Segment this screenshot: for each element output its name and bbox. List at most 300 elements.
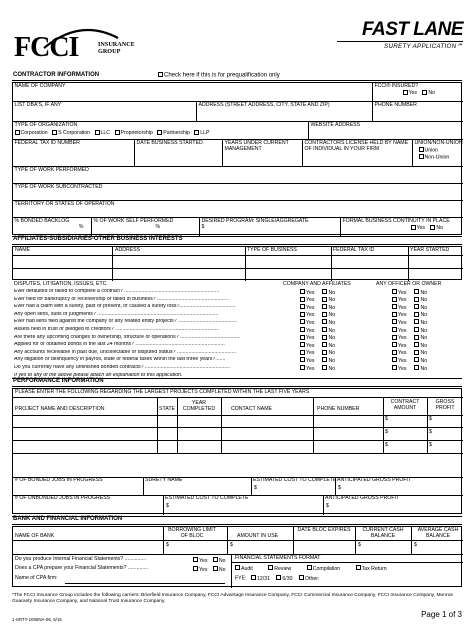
- dispute-no-checkbox[interactable]: [322, 350, 327, 355]
- bonded-backlog-field[interactable]: [13, 218, 92, 236]
- website-label: WEBSITE ADDRESS: [310, 122, 361, 128]
- dispute-no-checkbox[interactable]: [322, 327, 327, 332]
- fye-option-other[interactable]: [299, 576, 319, 582]
- dispute-yes-checkbox[interactable]: [300, 335, 305, 340]
- dispute-yes-label: Yes: [398, 327, 407, 334]
- logo-sub-line2: GROUP: [98, 47, 121, 55]
- page-number: Page 1 of 3: [421, 610, 462, 619]
- prequal-checkbox[interactable]: [158, 72, 163, 77]
- dispute-officer-no[interactable]: [414, 358, 427, 364]
- dispute-company-yes[interactable]: [300, 297, 314, 303]
- org-checkbox[interactable]: [157, 130, 162, 135]
- phone-label: PHONE NUMBER: [374, 102, 417, 108]
- surety-name-label: SURETY NAME: [145, 477, 183, 483]
- internal-fs-no[interactable]: [213, 558, 226, 564]
- dispute-no-checkbox[interactable]: [322, 304, 327, 309]
- fs-option-label: Tax Return: [361, 565, 387, 572]
- org-option-partnership[interactable]: [157, 130, 190, 136]
- dispute-yes-label: Yes: [398, 297, 407, 304]
- dispute-yes-label: Yes: [398, 319, 407, 326]
- dispute-yes-label: Yes: [306, 312, 315, 319]
- fcci-no-checkbox[interactable]: [422, 90, 427, 95]
- bank-current-label: CURRENT CASH BALANCE: [362, 527, 404, 539]
- dispute-no-label: No: [420, 327, 428, 334]
- cpa-fs-yes[interactable]: [193, 567, 207, 573]
- dispute-no-label: No: [328, 350, 336, 357]
- dispute-company-yes[interactable]: [300, 290, 314, 296]
- bonded-backlog-pct: %: [78, 223, 84, 230]
- unbonded-est-cost-label: ESTIMATED COST TO COMPLETE: [165, 495, 249, 501]
- dispute-yes-label: Yes: [306, 342, 315, 349]
- dispute-no-checkbox[interactable]: [414, 312, 419, 317]
- internal-fs-no-label: No: [218, 557, 226, 564]
- dispute-question: Do you currently have any unfinished bonded contracts? ...........................................................: [14, 365, 230, 370]
- dispute-company-yes[interactable]: [300, 358, 314, 364]
- fcci-yes-label: Yes: [408, 90, 417, 97]
- dispute-question: Applied for or obtained bonds in the last 24 months? ..............................................................: [14, 342, 225, 348]
- prequal-option[interactable]: [158, 72, 280, 79]
- dispute-no-checkbox[interactable]: [414, 304, 419, 309]
- dispute-officer-yes[interactable]: [392, 320, 406, 326]
- fye-option-630[interactable]: [276, 576, 292, 582]
- dispute-company-yes[interactable]: [300, 320, 314, 326]
- dispute-question: Ever defaulted or failed to complete a contract? ..................................................................: [14, 289, 220, 294]
- dispute-officer-yes[interactable]: [392, 328, 406, 334]
- non-union-checkbox[interactable]: [419, 154, 424, 159]
- org-option-llp[interactable]: [194, 130, 209, 136]
- dispute-company-options: [300, 342, 335, 349]
- dispute-yes-label: Yes: [398, 289, 407, 296]
- bonded-profit-dollar: $: [338, 485, 341, 491]
- dispute-company-options: [300, 312, 335, 319]
- bonded-backlog-label: % BONDED BACKLOG: [14, 218, 70, 224]
- non-union-option[interactable]: [419, 154, 462, 161]
- union-checkbox[interactable]: [419, 147, 424, 152]
- work-performed-field[interactable]: [13, 167, 463, 184]
- bank-expires-label: DATE BLOC EXPIRES: [297, 527, 351, 533]
- contractor-grid: [12, 82, 462, 235]
- dispute-officer-options: [392, 335, 427, 342]
- dispute-yes-checkbox[interactable]: [300, 350, 305, 355]
- work-subcontracted-field[interactable]: [13, 184, 463, 201]
- phone-field[interactable]: [373, 102, 463, 122]
- dispute-company-options: [300, 365, 335, 372]
- affiliates-section-title: AFFILIATES-SUBSIDIARIES-OTHER BUSINESS INTERESTS: [13, 236, 183, 243]
- dispute-no-checkbox[interactable]: [414, 342, 419, 347]
- dispute-company-no[interactable]: [322, 343, 335, 349]
- perf-dollar: $: [429, 442, 432, 448]
- fs-option-label: Review: [274, 565, 292, 572]
- internal-fs-yes-checkbox[interactable]: [193, 557, 198, 562]
- dispute-officer-options: [392, 357, 427, 364]
- dispute-company-yes[interactable]: [300, 335, 314, 341]
- dispute-question: Are there any upcoming changes to ownership, structure or operations? ..........................................: [14, 334, 241, 340]
- cpa-fs-question: Does a CPA prepare your Financial Statements? ..............: [15, 565, 149, 571]
- org-option-proprietorship[interactable]: [115, 130, 153, 136]
- dispute-yes-checkbox[interactable]: [300, 342, 305, 347]
- dispute-no-checkbox[interactable]: [414, 327, 419, 332]
- dispute-officer-no[interactable]: [414, 366, 427, 372]
- perf-col-phone: PHONE NUMBER: [317, 406, 360, 412]
- affiliates-col-name: NAME: [15, 247, 30, 253]
- dispute-yes-checkbox[interactable]: [392, 342, 397, 347]
- dispute-officer-yes[interactable]: [392, 297, 406, 303]
- continuity-label: FORMAL BUSINESS CONTINUITY IN PLACE: [342, 218, 450, 224]
- tax-id-label: FEDERAL TAX ID NUMBER: [14, 140, 80, 146]
- dispute-question: Ever filed for bankruptcy or receivership or failed in business? ..................................................: [14, 296, 230, 302]
- dispute-no-checkbox[interactable]: [322, 297, 327, 302]
- dispute-officer-no[interactable]: [414, 350, 427, 356]
- brand-title: FAST LANE: [361, 19, 463, 40]
- dispute-no-label: No: [420, 289, 428, 296]
- dispute-no-label: No: [420, 365, 428, 372]
- org-option-corporation[interactable]: [15, 130, 48, 136]
- affiliates-table: [12, 246, 462, 280]
- affiliates-col-address: ADDRESS: [115, 247, 141, 253]
- logo-sub-line1: INSURANCE: [98, 41, 135, 48]
- dispute-no-label: No: [420, 319, 428, 326]
- address-label: ADDRESS (STREET ADDRESS, CITY, STATE AND ZIP): [198, 102, 330, 108]
- dispute-company-no[interactable]: [322, 320, 335, 326]
- continuity-no-label: No: [436, 225, 444, 232]
- dispute-officer-yes[interactable]: [392, 350, 406, 356]
- dispute-yes-checkbox[interactable]: [300, 304, 305, 309]
- dispute-officer-no[interactable]: [414, 297, 427, 303]
- dispute-yes-checkbox[interactable]: [392, 357, 397, 362]
- fs-option-checkbox[interactable]: [307, 565, 312, 570]
- org-option-label: LLP: [200, 130, 210, 137]
- logo-subtitle: [98, 42, 135, 55]
- org-option-label: S Corporation: [58, 130, 91, 137]
- desired-program-dollar: $: [201, 223, 205, 230]
- dispute-officer-yes[interactable]: [392, 366, 406, 372]
- dispute-question: Ever had liens filed against the company or any related entity projects? .........................................: [14, 319, 238, 325]
- org-checkbox[interactable]: [115, 130, 120, 135]
- dispute-officer-no[interactable]: [414, 343, 427, 349]
- fcci-logo: [14, 22, 164, 62]
- dispute-company-no[interactable]: [322, 312, 335, 318]
- dispute-no-label: No: [420, 335, 428, 342]
- dispute-yes-checkbox[interactable]: [392, 312, 397, 317]
- dispute-no-checkbox[interactable]: [414, 350, 419, 355]
- dispute-yes-label: Yes: [306, 357, 315, 364]
- org-option-llc[interactable]: [95, 130, 111, 136]
- dispute-yes-label: Yes: [306, 319, 315, 326]
- dispute-yes-checkbox[interactable]: [300, 365, 305, 370]
- brand-subtitle: SURETY APPLICATION℠: [337, 41, 463, 50]
- unbonded-jobs-label: # OF UNBONDED JOBS IN PROGRESS: [15, 495, 111, 501]
- dispute-yes-checkbox[interactable]: [300, 357, 305, 362]
- continuity-no-checkbox[interactable]: [430, 225, 435, 230]
- dispute-company-options: [300, 357, 335, 364]
- fcci-no-option[interactable]: [422, 90, 435, 96]
- dispute-company-options: [300, 289, 335, 296]
- internal-fs-yes-label: Yes: [199, 557, 208, 564]
- dispute-no-label: No: [328, 335, 336, 342]
- affiliates-col-taxid: FEDERAL TAX ID: [333, 247, 375, 253]
- years-mgmt-label: YEARS UNDER CURRENT MANAGEMENT: [224, 140, 289, 152]
- dispute-no-checkbox[interactable]: [414, 335, 419, 340]
- continuity-yes-checkbox[interactable]: [411, 225, 416, 230]
- perf-col-contact: CONTACT NAME: [231, 406, 273, 412]
- brand-block: [337, 20, 463, 50]
- dispute-company-options: [300, 327, 335, 334]
- dispute-officer-options: [392, 350, 427, 357]
- affiliates-col-year: YEAR STARTED: [410, 247, 450, 253]
- perf-col-state: STATE: [159, 406, 175, 412]
- dispute-yes-checkbox[interactable]: [300, 327, 305, 332]
- dispute-no-label: No: [328, 304, 336, 311]
- dispute-company-no[interactable]: [322, 328, 335, 334]
- dispute-company-yes[interactable]: [300, 366, 314, 372]
- dispute-yes-checkbox[interactable]: [300, 297, 305, 302]
- dispute-officer-options: [392, 342, 427, 349]
- territory-field[interactable]: [13, 201, 463, 218]
- fs-format-options: [235, 565, 387, 572]
- fs-option-checkbox[interactable]: [356, 565, 361, 570]
- performance-table: [12, 388, 462, 514]
- fcci-yes-checkbox[interactable]: [403, 90, 408, 95]
- bank-dollar: $: [230, 542, 233, 548]
- dispute-no-label: No: [420, 297, 428, 304]
- dispute-no-label: No: [328, 312, 336, 319]
- dispute-no-checkbox[interactable]: [322, 365, 327, 370]
- dispute-officer-options: [392, 297, 427, 304]
- perf-col-profit: GROSS PROFIT: [435, 399, 455, 411]
- cpa-fs-no-checkbox[interactable]: [213, 566, 218, 571]
- dispute-question: Any open liens, suits or judgments? ....................................................................................: [14, 311, 219, 317]
- dispute-yes-checkbox[interactable]: [392, 289, 397, 294]
- dispute-no-label: No: [420, 357, 428, 364]
- dispute-company-yes[interactable]: [300, 328, 314, 334]
- perf-dollar: $: [385, 416, 388, 422]
- fcci-no-label: No: [428, 90, 436, 97]
- section-bank: [12, 516, 462, 525]
- website-field[interactable]: [309, 122, 463, 140]
- dispute-no-checkbox[interactable]: [322, 319, 327, 324]
- dispute-yes-checkbox[interactable]: [392, 335, 397, 340]
- union-option[interactable]: [419, 147, 462, 154]
- company-name-field[interactable]: [13, 83, 373, 102]
- cpa-fs-yes-checkbox[interactable]: [193, 566, 198, 571]
- org-checkbox[interactable]: [194, 130, 199, 135]
- org-checkbox[interactable]: [95, 130, 100, 135]
- perf-dollar: $: [385, 429, 388, 435]
- dispute-officer-no[interactable]: [414, 312, 427, 318]
- dispute-officer-yes[interactable]: [392, 312, 406, 318]
- fs-option-review[interactable]: [268, 566, 291, 572]
- dispute-yes-checkbox[interactable]: [392, 365, 397, 370]
- dispute-company-yes[interactable]: [300, 312, 314, 318]
- dispute-company-yes[interactable]: [300, 305, 314, 311]
- fs-option-label: Compilation: [312, 565, 341, 572]
- unbonded-profit-dollar: $: [326, 503, 329, 509]
- fs-option-label: Audit: [241, 565, 253, 572]
- cpa-fs-options: [193, 566, 226, 573]
- dispute-officer-options: [392, 365, 427, 372]
- dispute-no-label: No: [420, 350, 428, 357]
- dispute-company-no[interactable]: [322, 297, 335, 303]
- dispute-company-yes[interactable]: [300, 343, 314, 349]
- dispute-officer-yes[interactable]: [392, 290, 406, 296]
- dispute-yes-label: Yes: [398, 342, 407, 349]
- dispute-officer-options: [392, 304, 427, 311]
- dispute-yes-label: Yes: [306, 350, 315, 357]
- dispute-yes-label: Yes: [398, 304, 407, 311]
- dispute-question: Any litigation or delinquency in payroll, state or federal taxes within the last three years?.......: [14, 357, 226, 363]
- license-field[interactable]: [303, 140, 413, 167]
- cpa-firm-label: Name of CPA firm:: [15, 575, 58, 581]
- dispute-no-checkbox[interactable]: [414, 289, 419, 294]
- dispute-no-checkbox[interactable]: [414, 357, 419, 362]
- dispute-no-checkbox[interactable]: [322, 335, 327, 340]
- fye-option-1231[interactable]: [251, 576, 270, 582]
- section-contractor: [12, 72, 462, 81]
- dispute-company-options: [300, 350, 335, 357]
- org-checkbox[interactable]: [15, 130, 20, 135]
- dispute-no-label: No: [328, 365, 336, 372]
- dispute-no-checkbox[interactable]: [414, 297, 419, 302]
- date-started-field[interactable]: [135, 140, 223, 167]
- union-label: UNION/NON-UNION: [414, 140, 463, 146]
- continuity-yes-option[interactable]: [411, 225, 425, 231]
- fcci-yes-option[interactable]: [403, 90, 417, 96]
- dispute-officer-no[interactable]: [414, 305, 427, 311]
- fye-options: [235, 575, 319, 582]
- perf-col-amount: CONTRACT AMOUNT: [390, 399, 420, 411]
- fye-label: FYE:: [235, 575, 247, 582]
- fs-option-checkbox[interactable]: [268, 565, 273, 570]
- dispute-officer-yes[interactable]: [392, 305, 406, 311]
- bonded-est-dollar: $: [254, 485, 257, 491]
- org-option-label: Partnership: [163, 130, 190, 137]
- fs-option-tax-return[interactable]: [356, 566, 387, 572]
- fye-checkbox[interactable]: [276, 575, 281, 580]
- self-performed-field[interactable]: [92, 218, 200, 236]
- dispute-company-options: [300, 297, 335, 304]
- dispute-yes-checkbox[interactable]: [392, 350, 397, 355]
- cpa-firm-input[interactable]: [65, 583, 225, 584]
- desired-program-label: DESIRED PROGRAM: SINGLE/AGGREGATE: [201, 218, 309, 224]
- dba-field[interactable]: [13, 102, 197, 122]
- internal-fs-yes[interactable]: [193, 558, 207, 564]
- bank-dollar: $: [414, 542, 417, 548]
- contractor-section-title: CONTRACTOR INFORMATION: [13, 72, 100, 79]
- non-union-option-label: Non-Union: [424, 154, 450, 161]
- cpa-fs-no[interactable]: [213, 567, 226, 573]
- internal-fs-no-checkbox[interactable]: [213, 557, 218, 562]
- continuity-no-option[interactable]: [430, 225, 443, 231]
- dispute-yes-checkbox[interactable]: [392, 304, 397, 309]
- continuity-yes-label: Yes: [416, 225, 425, 232]
- cpa-fs-yes-label: Yes: [199, 566, 208, 573]
- dispute-officer-no[interactable]: [414, 328, 427, 334]
- company-name-label: NAME OF COMPANY: [14, 83, 66, 89]
- disputes-col-company: COMPANY AND AFFILIATES: [283, 281, 351, 287]
- dispute-no-label: No: [420, 312, 428, 319]
- tax-id-field[interactable]: [13, 140, 135, 167]
- fye-checkbox[interactable]: [299, 575, 304, 580]
- continuity-field: [341, 218, 463, 236]
- dispute-officer-yes[interactable]: [392, 335, 406, 341]
- dispute-yes-checkbox[interactable]: [300, 312, 305, 317]
- dispute-company-no[interactable]: [322, 358, 335, 364]
- dispute-yes-checkbox[interactable]: [300, 319, 305, 324]
- dispute-yes-label: Yes: [398, 312, 407, 319]
- org-type-field: [13, 122, 309, 140]
- dispute-no-label: No: [328, 342, 336, 349]
- bank-dollar: $: [166, 542, 169, 548]
- dispute-yes-checkbox[interactable]: [392, 327, 397, 332]
- org-checkbox[interactable]: [52, 130, 57, 135]
- dispute-question: Ever had a claim with a surety, past or present, or caused a surety loss?.......................................: [14, 304, 236, 310]
- dispute-officer-no[interactable]: [414, 320, 427, 326]
- years-mgmt-field[interactable]: [223, 140, 303, 167]
- performance-instruction: PLEASE ENTER THE FOLLOWING REGARDING THE LARGEST PROJECTS COMPLETED WITHIN THE LAST FIVE YEARS: [15, 389, 310, 395]
- dispute-officer-yes[interactable]: [392, 358, 406, 364]
- fs-option-checkbox[interactable]: [235, 565, 240, 570]
- dispute-yes-label: Yes: [398, 357, 407, 364]
- dispute-no-checkbox[interactable]: [322, 289, 327, 294]
- bank-dollar: $: [358, 542, 361, 548]
- perf-dollar: $: [385, 442, 388, 448]
- dispute-company-options: [300, 304, 335, 311]
- desired-program-field[interactable]: [200, 218, 341, 236]
- dispute-no-checkbox[interactable]: [414, 365, 419, 370]
- dispute-yes-label: Yes: [398, 350, 407, 357]
- dispute-yes-label: Yes: [306, 304, 315, 311]
- date-started-label: DATE BUSINESS STARTED: [136, 140, 203, 146]
- unbonded-profit-label: ANTICIPATED GROSS PROFIT: [325, 495, 400, 501]
- dispute-yes-checkbox[interactable]: [392, 319, 397, 324]
- address-field[interactable]: [197, 102, 373, 122]
- org-option-label: Corporation: [20, 130, 48, 137]
- dispute-company-no[interactable]: [322, 335, 335, 341]
- affiliates-col-type: TYPE OF BUSINESS: [247, 247, 297, 253]
- dispute-yes-label: Yes: [306, 289, 315, 296]
- dispute-no-checkbox[interactable]: [322, 342, 327, 347]
- fye-checkbox[interactable]: [251, 575, 256, 580]
- dispute-officer-options: [392, 289, 427, 296]
- dispute-yes-label: Yes: [306, 327, 315, 334]
- dispute-yes-checkbox[interactable]: [300, 289, 305, 294]
- dispute-company-no[interactable]: [322, 350, 335, 356]
- perf-dollar: $: [429, 429, 432, 435]
- dispute-officer-no[interactable]: [414, 335, 427, 341]
- dispute-officer-yes[interactable]: [392, 343, 406, 349]
- dispute-no-label: No: [328, 327, 336, 334]
- dispute-company-yes[interactable]: [300, 350, 314, 356]
- dispute-no-checkbox[interactable]: [322, 312, 327, 317]
- dispute-officer-no[interactable]: [414, 290, 427, 296]
- dispute-no-checkbox[interactable]: [414, 319, 419, 324]
- dispute-no-checkbox[interactable]: [322, 357, 327, 362]
- dispute-question: If yes to any of the above please attach an explanation to this application.: [14, 372, 183, 378]
- dispute-yes-checkbox[interactable]: [392, 297, 397, 302]
- org-option-s-corp[interactable]: [52, 130, 90, 136]
- org-options: [15, 130, 307, 137]
- dispute-company-no[interactable]: [322, 290, 335, 296]
- fs-option-audit[interactable]: [235, 566, 253, 572]
- fcci-insured-label: FCCI® INSURED?: [374, 83, 419, 89]
- fs-option-compilation[interactable]: [307, 566, 340, 572]
- self-performed-pct: %: [155, 223, 161, 230]
- dispute-yes-label: Yes: [306, 297, 315, 304]
- dispute-company-no[interactable]: [322, 366, 335, 372]
- bank-average-label: AVERAGE CASH BALANCE: [417, 527, 459, 539]
- dispute-no-label: No: [328, 319, 336, 326]
- dispute-company-no[interactable]: [322, 305, 335, 311]
